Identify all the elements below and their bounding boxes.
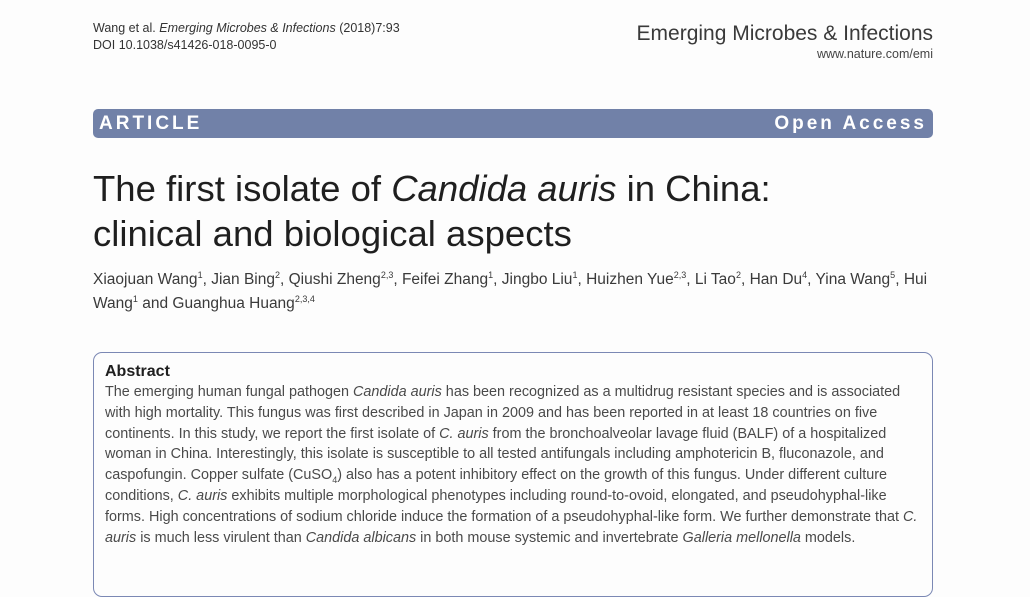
abstract-text: in both mouse systemic and invertebrate — [416, 529, 683, 546]
abstract-text: The emerging human fungal pathogen — [105, 384, 354, 400]
article-banner — [93, 109, 933, 138]
journal-name: Emerging Microbes & Infections — [636, 22, 933, 45]
author-affiliation: 2 — [735, 269, 741, 280]
author-name[interactable]: Feifei Zhang — [401, 271, 489, 288]
author-affiliation: 2,3 — [380, 269, 394, 280]
title-text-1: The first isolate of — [93, 168, 392, 209]
citation-doi[interactable]: DOI 10.1038/s41426-018-0095-0 — [93, 38, 277, 52]
citation-line — [93, 20, 400, 37]
abstract-italic: C. auris — [105, 508, 918, 546]
author-name[interactable]: Yina Wang — [815, 271, 891, 288]
title-text-2: in China: — [616, 168, 771, 209]
author-affiliation: 1 — [488, 269, 494, 280]
author-affiliation: 5 — [890, 269, 896, 280]
article-type-label: ARTICLE — [99, 112, 203, 134]
title-species: Candida auris — [391, 168, 617, 209]
author-separator: , — [686, 271, 695, 288]
author-affiliation: 2 — [274, 269, 280, 280]
author-name[interactable]: Li Tao — [694, 271, 736, 288]
author-name[interactable]: Huizhen Yue — [586, 271, 674, 288]
author-name[interactable]: Han Du — [749, 271, 803, 288]
citation-journal: Emerging Microbes & Infections — [159, 21, 336, 35]
abstract-heading: Abstract — [105, 363, 170, 380]
author-separator: , — [895, 271, 904, 288]
author-separator: , — [807, 271, 816, 288]
author-separator: and — [137, 295, 173, 312]
author-name[interactable]: Qiushi Zheng — [288, 271, 381, 288]
abstract-text: has been recognized as a multidrug resistant species and is associated with high mortality. This fungus was first described in Japan in 2009 and has been reported in at least 18 countries on five continents. In this study, we report the first isolate of — [105, 384, 901, 442]
title-line-1 — [93, 166, 953, 211]
author-separator: , — [202, 271, 212, 288]
author-separator: , — [493, 271, 502, 288]
abstract-text: is much less virulent than — [136, 529, 306, 546]
abstract-italic: C. auris — [177, 487, 228, 504]
article-title — [93, 166, 953, 256]
author-separator: , — [279, 271, 289, 288]
abstract-italic: C. auris — [439, 425, 489, 442]
abstract-italic: Candida albicans — [305, 529, 417, 546]
abstract-text: from the bronchoalveolar lavage fluid (BALF) of a hospitalized woman in China. Interestingly, this isolate is susceptible to all tested antifungals including amphotericin B, fluconazole, and caspofungin. Copper sulfate (CuSO — [105, 425, 887, 484]
author-name[interactable]: Hui Wang — [93, 271, 928, 312]
abstract-text: models. — [800, 529, 856, 546]
abstract-text: exhibits multiple morphological phenotypes including round-to-ovoid, elongated, and pseudohyphal-like forms. High concentrations of sodium chloride induce the formation of a pseudohyphal-like form. We further demonstrate that — [105, 487, 904, 525]
abstract-italic: Galleria mellonella — [682, 529, 801, 546]
author-separator: , — [393, 271, 402, 288]
author-name[interactable]: Xiaojuan Wang — [93, 271, 198, 288]
title-line-2: clinical and biological aspects — [93, 213, 572, 254]
citation-authors: Wang et al. — [93, 21, 156, 35]
abstract-body — [105, 382, 922, 548]
abstract-subscript: 4 — [332, 475, 338, 486]
author-name[interactable]: Jingbo Liu — [501, 271, 573, 288]
author-name[interactable]: Guanghua Huang — [172, 295, 295, 312]
author-affiliation: 1 — [572, 269, 578, 280]
author-separator: , — [577, 271, 587, 288]
citation-volume: (2018)7:93 — [339, 21, 400, 35]
citation-block — [93, 20, 400, 54]
author-separator: , — [740, 271, 750, 288]
author-name[interactable]: Jian Bing — [211, 271, 275, 288]
open-access-label: Open Access — [774, 112, 927, 134]
author-affiliation: 1 — [132, 293, 138, 304]
journal-url[interactable]: www.nature.com/emi — [816, 47, 933, 61]
author-affiliation: 1 — [197, 269, 203, 280]
abstract-italic: Candida auris — [353, 384, 442, 400]
abstract-text: ) also has a potent inhibitory effect on the growth of this fungus. Under different culture conditions, — [105, 467, 888, 504]
abstract-box — [93, 352, 933, 597]
author-affiliation: 2,3,4 — [294, 293, 315, 304]
author-list — [93, 268, 943, 316]
author-affiliation: 4 — [802, 269, 808, 280]
journal-masthead — [637, 22, 933, 62]
author-affiliation: 2,3 — [673, 269, 687, 280]
